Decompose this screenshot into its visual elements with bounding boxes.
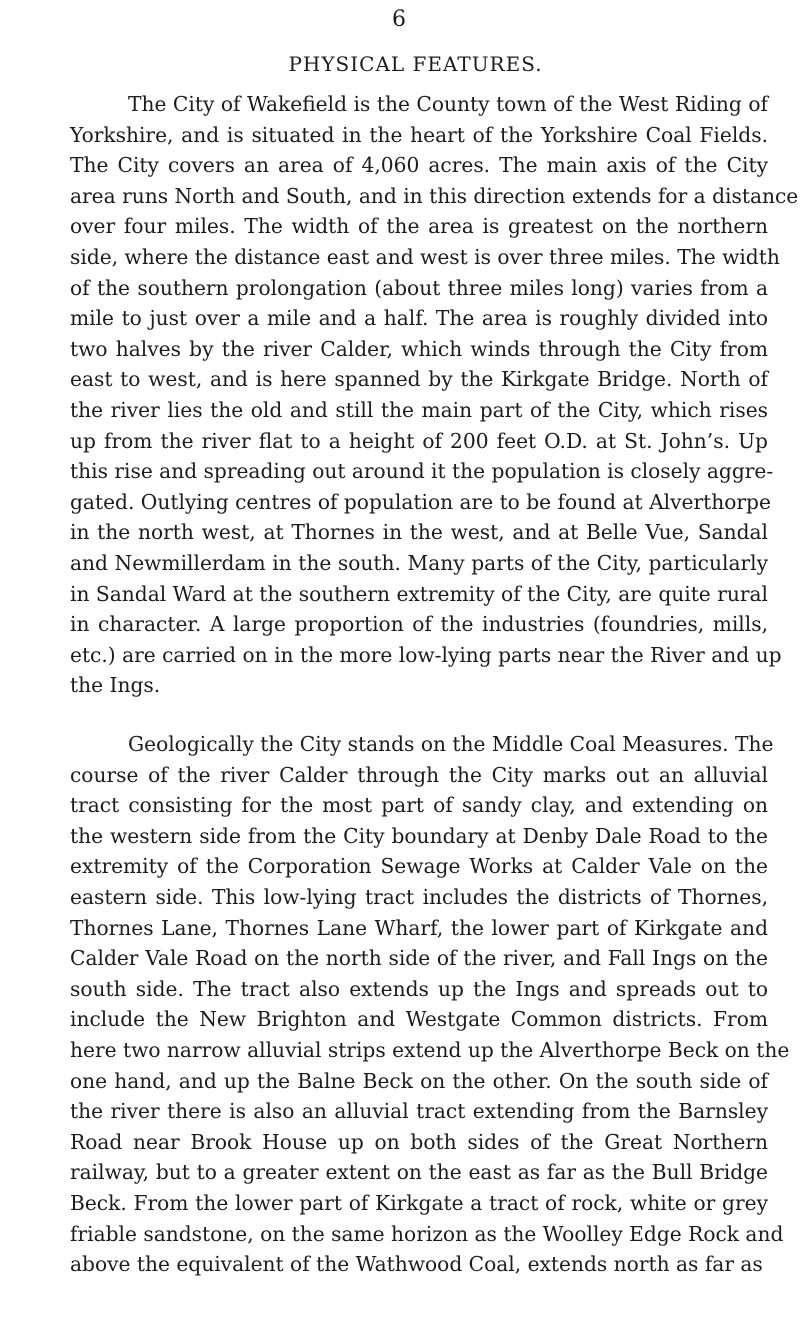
text-line: of the southern prolongation (about three miles long) varies from a: [70, 275, 768, 300]
text-line: east to west, and is here spanned by the Kirkgate Bridge. North of: [70, 367, 768, 392]
text-line: over four miles. The width of the area is greatest on the northern: [70, 214, 768, 239]
text-line: the river lies the old and still the main part of the City, which rises: [70, 397, 768, 422]
text-line: this rise and spreading out around it the population is closely aggre-: [70, 459, 774, 484]
text-line: course of the river Calder through the City marks out an alluvial: [70, 762, 768, 787]
text-line: friable sandstone, on the same horizon as the Woolley Edge Rock and: [70, 1221, 784, 1246]
text-line: Road near Brook House up on both sides of the Great Northern: [70, 1129, 768, 1154]
text-line: The City of Wakefield is the County town of the West Riding of: [128, 92, 768, 116]
text-line: in character. A large proportion of the industries (foundries, mills,: [70, 612, 768, 637]
text-line: Yorkshire, and is situated in the heart of the Yorkshire Coal Fields.: [70, 122, 768, 147]
paragraph-2: [70, 729, 790, 1280]
text-line: in Sandal Ward at the southern extremity of the City, are quite rural: [70, 581, 768, 606]
text-line: above the equivalent of the Wathwood Coal, extends north as far as: [70, 1252, 763, 1277]
text-line: in the north west, at Thornes in the west, and at Belle Vue, Sandal: [70, 520, 768, 545]
text-line: area runs North and South, and in this direction extends for a distance: [70, 183, 799, 208]
text-line: side, where the distance east and west is over three miles. The width: [70, 244, 780, 269]
text-line: Calder Vale Road on the north side of the river, and Fall Ings on the: [70, 946, 768, 971]
text-line: Geologically the City stands on the Middle Coal Measures. The: [128, 732, 774, 756]
page-number: 6: [392, 7, 406, 32]
text-line: eastern side. This low-lying tract includes the districts of Thornes,: [70, 884, 768, 909]
text-line: and Newmillerdam in the south. Many parts of the City, particularly: [70, 550, 768, 575]
text-line: south side. The tract also extends up the Ings and spreads out to: [70, 976, 768, 1001]
text-line: Beck. From the lower part of Kirkgate a tract of rock, white or grey: [70, 1190, 768, 1215]
text-line: the river there is also an alluvial tract extending from the Barnsley: [70, 1099, 768, 1124]
text-line: gated. Outlying centres of population are to be found at Alverthorpe: [70, 489, 771, 514]
text-line: mile to just over a mile and a half. The area is roughly divided into: [70, 306, 768, 331]
text-line: Thornes Lane, Thornes Lane Wharf, the lower part of Kirkgate and: [70, 915, 768, 940]
paragraph-1: [70, 89, 799, 701]
text-line: here two narrow alluvial strips extend up the Alverthorpe Beck on the: [70, 1037, 790, 1062]
text-line: extremity of the Corporation Sewage Works at Calder Vale on the: [70, 854, 768, 879]
text-line: the Ings.: [70, 673, 161, 698]
section-heading: PHYSICAL FEATURES.: [288, 52, 543, 76]
text-line: The City covers an area of 4,060 acres. The main axis of the City: [70, 153, 768, 178]
text-line: one hand, and up the Balne Beck on the other. On the south side of: [70, 1068, 768, 1093]
text-line: etc.) are carried on in the more low-lying parts near the River and up: [70, 642, 782, 667]
text-line: tract consisting for the most part of sandy clay, and extending on: [70, 793, 768, 818]
text-line: two halves by the river Calder, which winds through the City from: [70, 336, 768, 361]
text-line: include the New Brighton and Westgate Common districts. From: [70, 1007, 768, 1032]
text-line: the western side from the City boundary at Denby Dale Road to the: [70, 823, 768, 848]
text-line: up from the river flat to a height of 200 feet O.D. at St. John’s. Up: [70, 428, 768, 453]
text-line: railway, but to a greater extent on the east as far as the Bull Bridge: [70, 1160, 768, 1185]
